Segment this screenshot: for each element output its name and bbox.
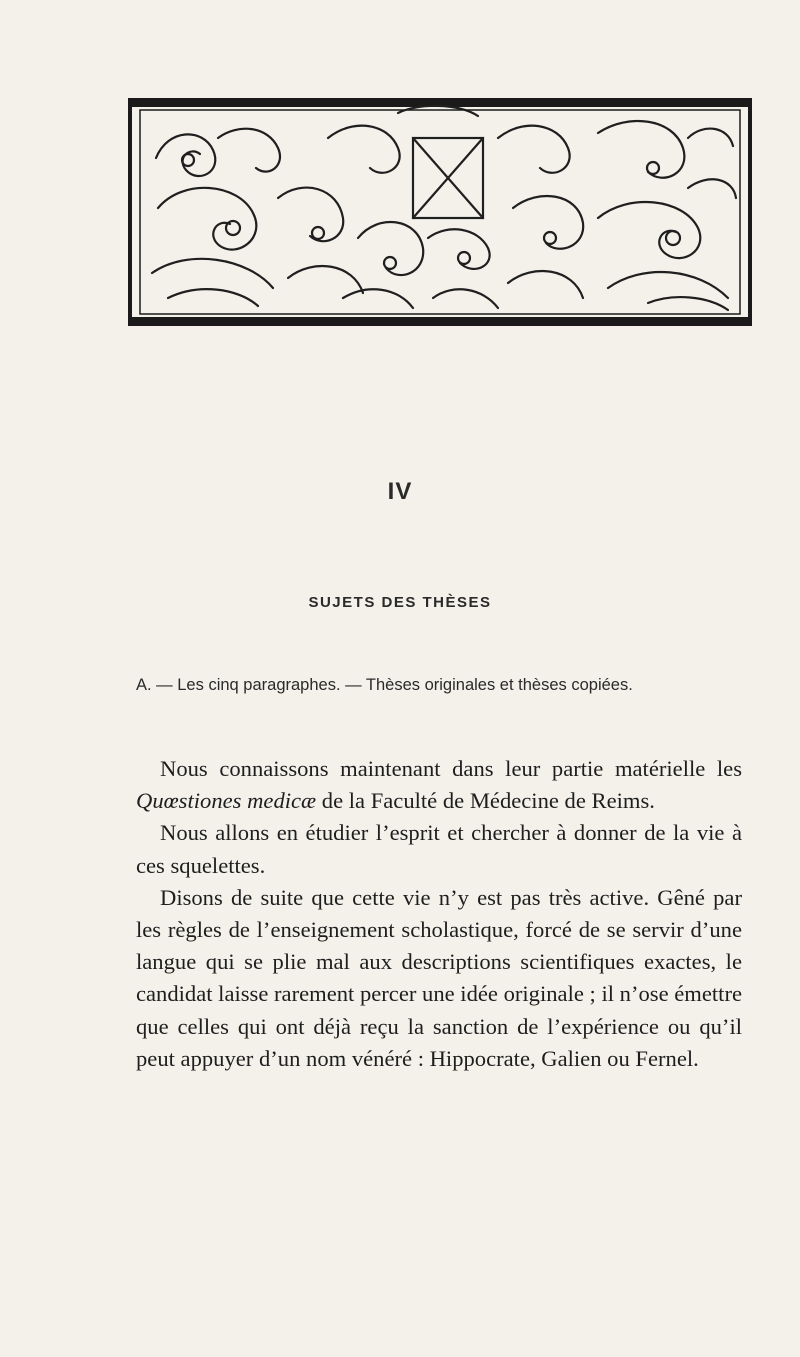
paragraph: Nous allons en étudier l’esprit et chercher à donner de la vie à ces squelettes.: [136, 820, 742, 878]
paragraph: [136, 753, 742, 817]
decorative-header-band-icon: [128, 98, 752, 326]
section-title: SUJETS DES THÈSES: [308, 594, 492, 611]
latin-title: Quœstiones medicæ: [136, 788, 317, 814]
paragraph-text: de la Faculté de Médecine de Reims.: [316, 788, 655, 814]
chapter-number: IV: [387, 478, 413, 505]
body-text: [136, 753, 742, 1075]
paragraph: Disons de suite que cette vie n’y est pas très active. Gêné par les règles de l’enseignement scholastique, forcé de se servir d’une langue qui se plie mal aux descriptions scientifiques exactes, le candidat laisse rarement percer une idée originale ; il n’ose émettre que celles qui ont déjà reçu la sanction de l’expérience ou qu’il peut appuyer d’un nom vénéré : Hippocrate, Galien ou Fernel.: [136, 884, 742, 1071]
subsection-heading: A. — Les cinq paragraphes. — Thèses originales et thèses copiées.: [136, 676, 633, 694]
paragraph-text: Nous connaissons maintenant dans leur partie matérielle les: [160, 756, 742, 781]
